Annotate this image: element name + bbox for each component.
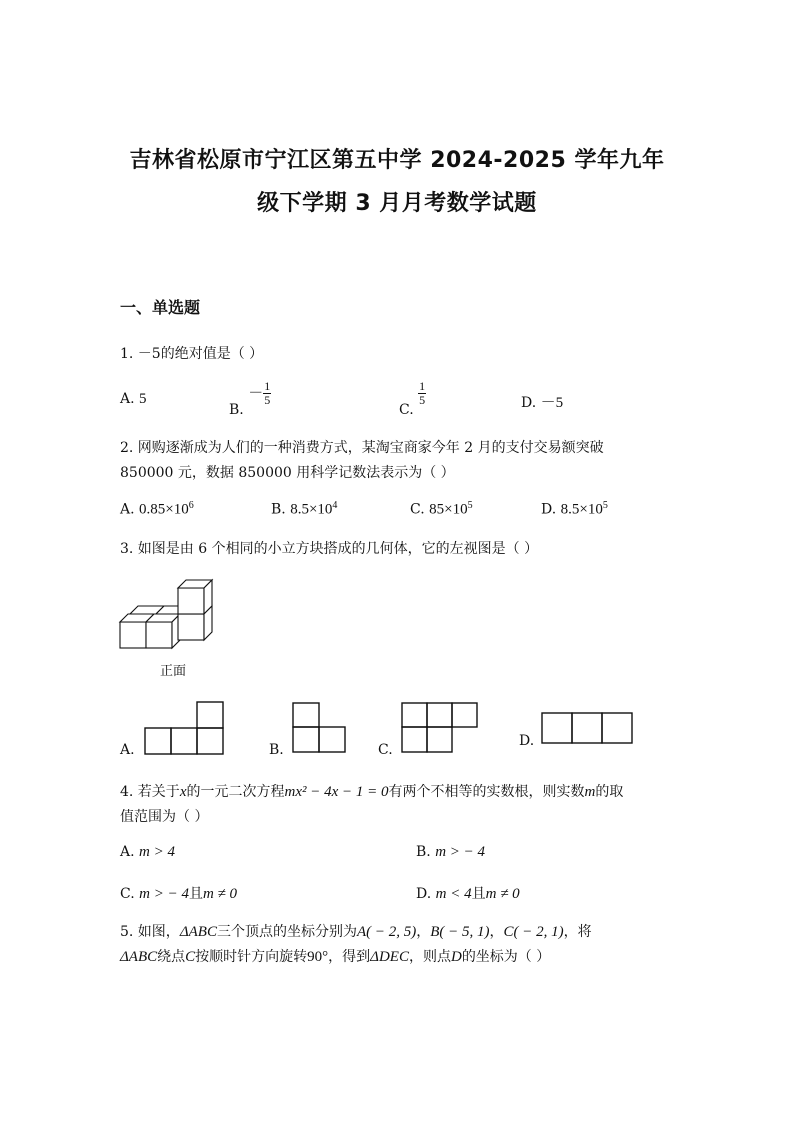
- point-b: B( − 5, 1): [430, 924, 490, 940]
- q2-option-d: [541, 500, 608, 519]
- q2-option-a: [120, 500, 194, 519]
- option-sign: －: [248, 385, 264, 402]
- q3-option-a-label: A.: [120, 742, 135, 758]
- text: 有两个不相等的实数根，则实数: [388, 784, 585, 800]
- option-label: C.: [120, 886, 135, 902]
- option-label: C.: [410, 501, 425, 518]
- q4-option-a: [120, 844, 175, 861]
- option-value: m > 4: [139, 844, 175, 860]
- conjunction: 且: [188, 886, 203, 902]
- option-value: m ≠ 0: [202, 886, 238, 902]
- cube-solid-figure: [118, 582, 218, 662]
- q3-option-d-figure: [541, 712, 635, 746]
- conjunction: 且: [471, 886, 486, 902]
- fraction: [418, 380, 426, 407]
- q5-stem-line1: 5. 如图，ΔABC三个顶点的坐标分别为A( − 2, 5)，B( − 5, 1)，C( − 2, 1)，将: [120, 924, 592, 940]
- q4-stem-line2: 值范围为（ ）: [120, 809, 209, 825]
- option-label: C.: [399, 401, 414, 418]
- q3-option-b-figure: [293, 702, 349, 758]
- q2-stem-line1: 2. 网购逐渐成为人们的一种消费方式，某淘宝商家今年 2 月的支付交易额突破: [120, 440, 604, 456]
- q4-option-c: [120, 883, 237, 903]
- triangle-dec: ΔDEC: [370, 949, 409, 965]
- option-label: A.: [120, 844, 135, 860]
- option-label: B.: [416, 844, 431, 860]
- point-c: C: [185, 949, 196, 965]
- cube-tower: [178, 580, 212, 640]
- q2-option-c: [410, 500, 473, 519]
- q5-stem-line2: [120, 946, 550, 966]
- option-value: m < 4: [435, 886, 472, 902]
- q2-stem-line2: 850000 元，数据 850000 用科学记数法表示为（ ）: [120, 465, 455, 481]
- equation: mx² − 4x − 1 = 0: [284, 784, 389, 800]
- text: 绕点: [157, 949, 186, 965]
- option-value: 85×10: [429, 501, 468, 518]
- option-label: D.: [521, 395, 537, 411]
- option-value: 0.85×10: [139, 501, 189, 518]
- option-value: m ≠ 0: [485, 886, 520, 902]
- denominator: 5: [419, 393, 426, 407]
- q3-option-b-label: B.: [269, 742, 284, 758]
- exponent: 5: [467, 500, 473, 511]
- text: 的取: [595, 784, 624, 800]
- q4-option-b: [416, 844, 485, 861]
- option-label: D.: [541, 501, 557, 518]
- text: ，则点: [408, 949, 451, 965]
- option-value: m > − 4: [435, 844, 486, 860]
- denominator: 5: [264, 393, 271, 407]
- document-title-line1: 吉林省松原市宁江区第五中学 2024-2025 学年九年: [129, 148, 665, 173]
- q4-option-d: [416, 883, 520, 903]
- q1-option-d: [521, 391, 563, 412]
- variable-m: m: [584, 784, 596, 800]
- q1-option-a: [120, 391, 147, 408]
- text: 5. 如图，: [120, 924, 180, 940]
- triangle-abc: ΔABC: [179, 924, 217, 940]
- q3-stem: 3. 如图是由 6 个相同的小立方块搭成的几何体，它的左视图是（ ）: [120, 541, 539, 557]
- point-c: C( − 2, 1): [503, 924, 564, 940]
- q3-option-d-label: D.: [519, 733, 535, 749]
- text: 的坐标为（ ）: [461, 949, 551, 965]
- numerator: 1: [264, 379, 271, 393]
- section-heading: 一、单选题: [120, 298, 201, 317]
- option-value: 8.5×10: [560, 501, 603, 518]
- exponent: 6: [188, 500, 194, 511]
- text: 的一元二次方程: [186, 784, 285, 800]
- text: ，将: [563, 924, 592, 940]
- option-value: 5: [139, 391, 147, 407]
- q1-option-c: [399, 379, 426, 418]
- option-value: m > − 4: [139, 886, 189, 902]
- q1-option-b: [229, 379, 271, 418]
- q4-stem-line1: [120, 781, 623, 801]
- fraction: [263, 380, 271, 407]
- exponent: 4: [332, 500, 338, 511]
- q2-option-b: [271, 500, 337, 519]
- triangle-abc: ΔABC: [120, 949, 158, 965]
- point-a: A( − 2, 5): [356, 924, 417, 940]
- text: 4. 若关于: [120, 784, 180, 800]
- point-d: D: [450, 949, 462, 965]
- option-label: B.: [271, 501, 286, 518]
- front-view-label: 正面: [160, 664, 187, 679]
- q1-stem: 1. －5的绝对值是（ ）: [120, 346, 264, 362]
- text: 三个顶点的坐标分别为: [216, 924, 357, 940]
- option-value: －5: [540, 395, 564, 411]
- option-label: D.: [416, 886, 432, 902]
- text: 按顺时针方向旋转: [195, 949, 308, 965]
- document-title-line2: 级下学期 3 月月考数学试题: [257, 191, 537, 216]
- exponent: 5: [602, 500, 608, 511]
- variable-x: x: [179, 784, 187, 800]
- option-label: A.: [120, 391, 135, 407]
- option-label: A.: [120, 501, 135, 518]
- option-label: B.: [229, 401, 244, 418]
- numerator: 1: [419, 379, 426, 393]
- q3-option-a-figure: [145, 701, 225, 757]
- cube-group-front: [120, 614, 180, 648]
- text: ，得到: [328, 949, 371, 965]
- rotation-angle: 90°: [307, 949, 329, 965]
- q3-option-c-label: C.: [378, 742, 393, 758]
- option-value: 8.5×10: [290, 501, 333, 518]
- q3-option-c-figure: [402, 702, 482, 756]
